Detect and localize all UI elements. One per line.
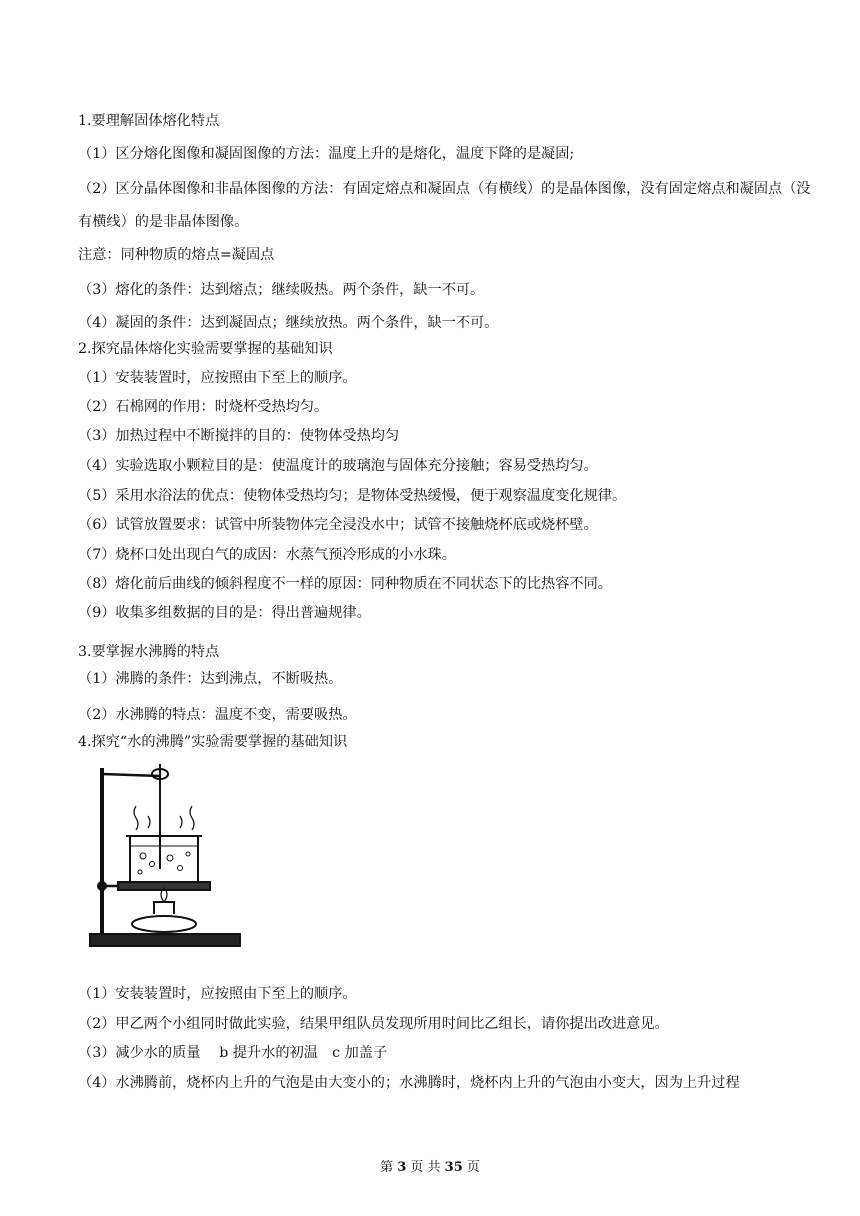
section4-heading: 4.探究“水的沸腾”实验需要掌握的基础知识 <box>78 734 348 750</box>
current-page: 3 <box>397 1160 407 1175</box>
section2-item-1: （1）安装装置时，应按照由下至上的顺序。 <box>78 370 357 386</box>
section3-heading: 3.要掌握水沸腾的特点 <box>78 644 220 660</box>
section2-item-3: （3）加热过程中不断搅拌的目的：使物体受热均匀 <box>78 428 400 444</box>
section2-item-7: （7）烧杯口处出现白气的成因：水蒸气预冷形成的小水珠。 <box>78 547 456 563</box>
section1-item-2-cont: 有横线）的是非晶体图像。 <box>78 214 249 230</box>
total-pages: 35 <box>444 1160 463 1175</box>
section1-item-3: （3）熔化的条件：达到熔点；继续吸热。两个条件，缺一不可。 <box>78 282 485 298</box>
section1-heading: 1.要理解固体熔化特点 <box>78 113 220 129</box>
section2-item-9: （9）收集多组数据的目的是：得出普遍规律。 <box>78 605 371 621</box>
page-number: 第 3 页 共 35 页 <box>380 1160 480 1175</box>
section2-item-8: （8）熔化前后曲线的倾斜程度不一样的原因：同种物质在不同状态下的比热容不同。 <box>78 576 612 592</box>
section1-item-1: （1）区分熔化图像和凝固图像的方法：温度上升的是熔化，温度下降的是凝固; <box>78 146 575 162</box>
section2-heading: 2.探究晶体熔化实验需要掌握的基础知识 <box>78 341 333 357</box>
section1-note: 注意：同种物质的熔点=凝固点 <box>78 247 275 263</box>
section2-item-4: （4）实验选取小颗粒目的是：使温度计的玻璃泡与固体充分接触；容易受热均匀。 <box>78 458 598 474</box>
section2-item-6: （6）试管放置要求：试管中所装物体完全浸没水中；试管不接触烧杯底或烧杯壁。 <box>78 517 598 533</box>
section4-item-1: （1）安装装置时，应按照由下至上的顺序。 <box>78 986 357 1002</box>
section4-item-3: （3）减少水的质量 b 提升水的初温 c 加盖子 <box>78 1045 388 1061</box>
section4-item-2: （2）甲乙两个小组同时做此实验，结果甲组队员发现所用时间比乙组长，请你提出改进意见。 <box>78 1016 669 1032</box>
section3-item-2: （2）水沸腾的特点：温度不变，需要吸热。 <box>78 707 357 723</box>
boiling-apparatus-figure <box>88 764 248 964</box>
section2-item-5: （5）采用水浴法的优点：使物体受热均匀；是物体受热缓慢，便于观察温度变化规律。 <box>78 488 627 504</box>
section4-item-4: （4）水沸腾前，烧杯内上升的气泡是由大变小的；水沸腾时，烧杯内上升的气泡由小变大，因为上升过程 <box>78 1075 740 1091</box>
section3-item-1: （1）沸腾的条件：达到沸点，不断吸热。 <box>78 671 343 687</box>
section2-item-2: （2）石棉网的作用：时烧杯受热均匀。 <box>78 399 329 415</box>
section1-item-2: （2）区分晶体图像和非晶体图像的方法：有固定熔点和凝固点（有横线）的是晶体图像，没有固定熔点和凝固点（没 <box>78 181 811 197</box>
section1-item-4: （4）凝固的条件：达到凝固点；继续放热。两个条件，缺一不可。 <box>78 315 499 331</box>
